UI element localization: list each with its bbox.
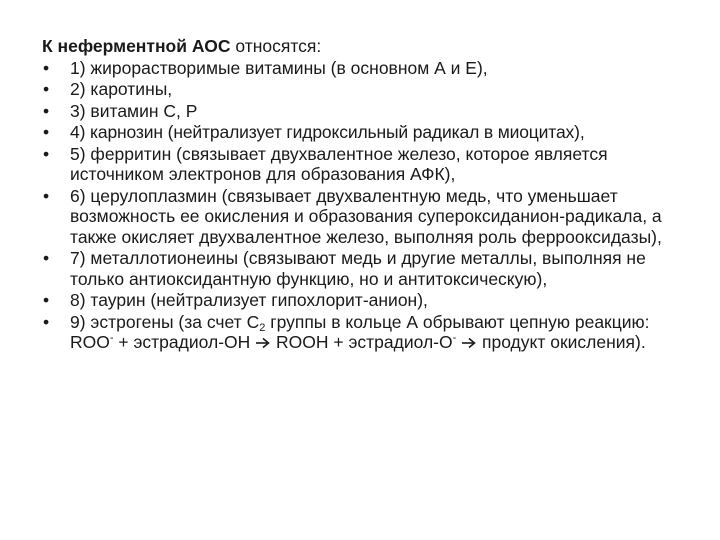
list-item [42, 144, 682, 185]
bullet-icon: • [43, 185, 50, 206]
bullet-icon: • [43, 311, 50, 332]
bullet-icon: • [43, 248, 50, 268]
subscript: 2 [259, 321, 266, 334]
list-item [42, 79, 682, 100]
list-item-text [70, 312, 650, 353]
heading-bold: К неферментной АОС [42, 36, 231, 56]
list-item-text: 3) витамин С, Р [70, 100, 198, 121]
heading [42, 36, 682, 57]
list-item [42, 58, 682, 79]
list-item-text: 6) церулоплазмин (связывает двухвалентную медь, что уменьшает возможность ее окисления и образования супероксиданион-радикала, а также окисляет двухвалентное железо, выполняя роль ферроокcидазы), [70, 185, 662, 247]
text-block [42, 36, 682, 354]
item9-part2: группы в кольце А обрывают цепную реакцию: ROO [70, 311, 650, 352]
bullet-icon: • [43, 290, 50, 310]
item9-part1: 9) эстрогены (за счет С [70, 311, 260, 332]
list-item [42, 290, 682, 311]
superscript: - [109, 332, 114, 344]
bullet-icon: • [43, 57, 50, 78]
bullet-icon: • [43, 79, 50, 99]
bullet-list [42, 58, 682, 353]
superscript: - [452, 332, 457, 344]
list-item-text: 5) ферритин (связывает двухвалентное железо, которое является источником электронов для образования АФК), [70, 143, 608, 184]
item9-part3: + эстрадиол-OH [113, 332, 256, 352]
list-item-text: 2) каротины, [70, 79, 173, 99]
list-item [42, 312, 682, 353]
bullet-icon: • [43, 143, 50, 164]
item9-part4: ROOH + эстрадиол-O [271, 332, 453, 352]
right-arrow-icon [255, 337, 271, 349]
heading-rest: относятся: [230, 36, 322, 56]
list-item [42, 186, 682, 248]
item9-part5: продукт окисления). [477, 332, 646, 352]
bullet-icon: • [43, 122, 50, 142]
list-item-text: 4) карнозин (нейтрализует гидроксильный радикал в миоцитах), [70, 122, 585, 142]
list-item-text: 1) жирорастворимые витамины (в основном А и Е), [70, 57, 488, 78]
list-item [42, 248, 682, 289]
list-item-text: 7) металлотионеины (связывают медь и другие металлы, выполняя не только антиоксидантную функцию, но и антитоксическую), [70, 248, 646, 289]
list-item-text: 8) таурин (нейтрализует гипохлорит-анион), [70, 290, 428, 310]
list-item [42, 122, 682, 143]
right-arrow-icon [461, 337, 477, 349]
list-item [42, 101, 682, 122]
bullet-icon: • [43, 100, 50, 121]
